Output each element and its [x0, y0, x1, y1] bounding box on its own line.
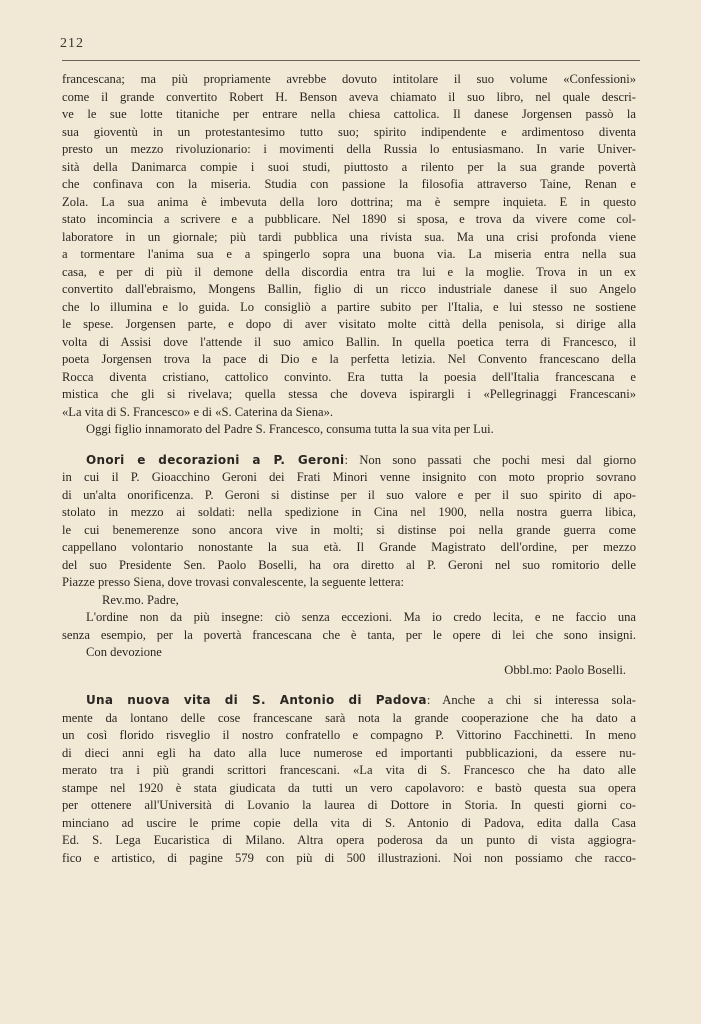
text-line: Rocca diventa cristiano, cattolico convinto. Era tutta la poesia dell'Italia francescana e: [62, 369, 636, 384]
text-line: fico e artistico, di pagine 579 con più di 500 illustrazioni. Noi non possiamo che racco-: [62, 850, 636, 865]
text-line: poeta Jorgensen trova la pace di Dio e la perfetta letizia. Nel Convento francescano della: [62, 352, 636, 366]
text-line: stolato in mezzo ai soldati: nella spedizione in Cina nel 1900, nella nostra guerra libica,: [62, 505, 636, 519]
text-line: di dieci anni egli ha dato alla luce numerose ed importanti pubblicazioni, da essere nu-: [62, 745, 636, 760]
page-number: 212: [60, 36, 84, 51]
section-antonio: [62, 692, 636, 867]
letter-line: L'ordine non da più insegne: ciò senza eccezioni. Ma io credo lecita, e ne faccio una: [86, 610, 636, 624]
text-line: Piazze presso Siena, dove trovasi convalescente, la seguente lettera:: [62, 575, 404, 589]
text-line: «La vita di S. Francesco» e di «S. Caterina da Siena».: [62, 404, 334, 419]
header-rule: [62, 60, 640, 61]
text-line: Ed. S. Lega Eucaristica di Milano. Altra opera poderosa da un punto di vista aggiogra-: [62, 833, 636, 847]
text-line: cappellano volontario nonostante la sua età. Il Grande Magistrato dell'ordine, per mezzo: [62, 540, 636, 554]
section-first-line: [62, 452, 636, 470]
text-line: sua gioventù in un protestantesimo tutto suo; spirito indipendente e ardimentoso diventa: [62, 124, 636, 139]
section-gap: [62, 679, 636, 692]
text-line: merato tra i più grandi scrittori francescani. «La vita di S. Francesco che ha dato alle: [62, 763, 636, 777]
text-span: : Anche a chi si interessa sola-: [426, 693, 636, 707]
text-line: che lo illumina e lo guida. Lo consigliò a partire subito per l'Italia, e lui stesso ne sostiene: [62, 299, 636, 314]
text-line: per ottenere all'Università di Lovanio la laurea di Dottore in Storia. In questi giorni co-: [62, 798, 636, 812]
text-line: le cui benemerenze sono ancora vive in molti; si distinse poi nella grande guerra come: [62, 522, 636, 537]
text-line: che confinava con la miseria. Studia con passione la filosofia attraverso Taine, Renan e: [62, 177, 636, 191]
text-line: casa, e per di più il demone della discordia entra tra lui e la moglie. Trova in un ex: [62, 264, 636, 279]
section-heading-antonio: Una nuova vita di S. Antonio di Padova: [86, 693, 427, 707]
text-line: convertito dall'ebraismo, Mongens Ballin, figlio di un ricco industriale danese il suo Angelo: [62, 282, 636, 296]
body-text: [62, 71, 636, 867]
letter-signature: Obbl.mo: Paolo Boselli.: [504, 662, 626, 677]
text-line: le spese. Jorgensen parte, e dopo di aver visitato molte città della penisola, si dirige alla: [62, 317, 636, 331]
letter-line: senza esempio, per la povertà francescana che è tanta, per le opere di lei che sono insigni.: [62, 627, 636, 642]
text-line: come il grande convertito Robert H. Benson aveva chiamato il suo libro, nel quale descri-: [62, 89, 636, 104]
text-span: : Non sono passati che pochi mesi dal giorno: [344, 452, 636, 467]
section-first-line: [62, 692, 636, 710]
text-line: mente da lontano delle cose francescane sarà nota la grande cooperazione che ha dato a: [62, 710, 636, 725]
text-line: mistica che gli si rivelava; quella stessa che doveva ispirargli i «Pellegrinaggi Francescani»: [62, 387, 636, 401]
text-line: a tormentare l'anima sua e a spingerlo sopra una buona via. La miseria entra nella sua: [62, 247, 636, 261]
text-line: Oggi figlio innamorato del Padre S. Francesco, consuma tutta la sua vita per Lui.: [86, 422, 494, 436]
text-line: Zola. La sua anima è imbevuta della loro dottrina; ma è sempre inquieta. E in questo: [62, 194, 636, 209]
text-line: in cui il P. Gioacchino Geroni dei Frati Minori venne insignito con moto proprio sovrano: [62, 470, 636, 484]
text-line: di un'alta onorificenza. P. Geroni si distinse per il suo valore e per il suo spirito di apo-: [62, 487, 636, 502]
section-geroni: [62, 452, 636, 680]
letter-salutation: Rev.mo. Padre,: [102, 592, 179, 607]
text-line: minciano ad uscire le prime copie della vita di S. Antonio di Padova, edita dalla Casa: [62, 815, 636, 830]
text-line: presto un mezzo rivoluzionario: i movimenti della Russia lo entusiasmano. In varie Univer-: [62, 142, 636, 156]
text-line: laboratore in un giornale; più tardi pubblica una rivista sua. Ma una crisi profonda viene: [62, 229, 636, 244]
letter-closing: Con devozione: [86, 645, 162, 659]
text-line: ve le sue lotte titaniche per entrare nella chiesa cattolica. Il danese Jorgensen passò la: [62, 107, 636, 121]
text-line: stampe nel 1920 è stata giudicata da tutti un vero capolavoro: e bastò questa sua opera: [62, 780, 636, 795]
text-line: un così florido risveglio il nostro confratello e compagno P. Vittorino Facchinetti. In meno: [62, 728, 636, 742]
document-page: [62, 36, 636, 867]
text-line: del suo Presidente Sen. Paolo Boselli, ha ora diretto al P. Geroni nel suo romitorio delle: [62, 557, 636, 572]
text-line: sità della Danimarca compie i suoi studi, piuttosto a rilento per la sua grande povertà: [62, 159, 636, 174]
text-line: francescana; ma più propriamente avrebbe dovuto intitolare il suo volume «Confessioni»: [62, 72, 636, 86]
section-gap: [62, 439, 636, 452]
text-line: volta di Assisi dove l'attende il suo amico Ballin. In quella poetica terra di Francesco, il: [62, 334, 636, 349]
text-line: stato incomincia a scrivere e a pubblicare. Nel 1890 si sposa, e trova da vivere come col-: [62, 212, 636, 226]
section-heading-geroni: Onori e decorazioni a P. Geroni: [86, 452, 345, 467]
paragraph-jorgensen: [62, 71, 636, 439]
